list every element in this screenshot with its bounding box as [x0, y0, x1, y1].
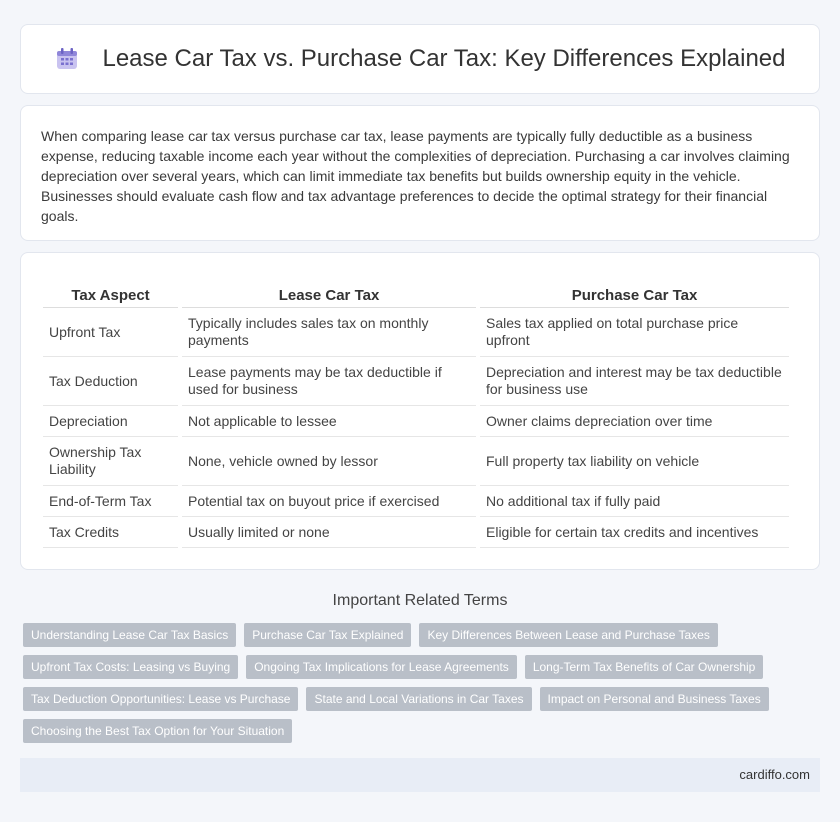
table-cell: Full property tax liability on vehicle	[480, 437, 789, 486]
related-term-tag[interactable]: Purchase Car Tax Explained	[244, 623, 411, 647]
table-cell: Owner claims depreciation over time	[480, 406, 789, 437]
related-term-tag[interactable]: Tax Deduction Opportunities: Lease vs Purchase	[23, 687, 298, 711]
table-cell: End-of-Term Tax	[43, 486, 178, 517]
related-term-tag[interactable]: State and Local Variations in Car Taxes	[306, 687, 531, 711]
summary-card	[20, 105, 820, 241]
comparison-table-card	[20, 252, 820, 570]
table-cell: Sales tax applied on total purchase price upfront	[480, 308, 789, 357]
table-cell: None, vehicle owned by lessor	[182, 437, 476, 486]
related-term-tag[interactable]: Impact on Personal and Business Taxes	[540, 687, 769, 711]
title-wrap	[54, 45, 785, 73]
table-row	[43, 357, 789, 406]
column-header: Tax Aspect	[43, 283, 178, 308]
table-row	[43, 437, 789, 486]
table-cell: Depreciation and interest may be tax deductible for business use	[480, 357, 789, 406]
table-cell: Lease payments may be tax deductible if used for business	[182, 357, 476, 406]
related-term-tag[interactable]: Long-Term Tax Benefits of Car Ownership	[525, 655, 764, 679]
table-cell: No additional tax if fully paid	[480, 486, 789, 517]
column-header: Purchase Car Tax	[480, 283, 789, 308]
table-cell: Ownership Tax Liability	[43, 437, 178, 486]
related-terms-list	[23, 623, 803, 751]
table-row	[43, 486, 789, 517]
column-header: Lease Car Tax	[182, 283, 476, 308]
related-term-tag[interactable]: Key Differences Between Lease and Purchase Taxes	[419, 623, 717, 647]
comparison-table	[39, 283, 793, 548]
header-card	[20, 24, 820, 94]
table-row	[43, 308, 789, 357]
table-row	[43, 517, 789, 548]
table-cell: Potential tax on buyout price if exercised	[182, 486, 476, 517]
table-header-row	[43, 283, 789, 308]
table-cell: Depreciation	[43, 406, 178, 437]
page-title: Lease Car Tax vs. Purchase Car Tax: Key Differences Explained	[102, 45, 786, 72]
footer-site-link[interactable]: cardiffo.com	[739, 767, 810, 782]
table-cell: Eligible for certain tax credits and incentives	[480, 517, 789, 548]
calendar-icon	[54, 46, 80, 72]
table-cell: Tax Deduction	[43, 357, 178, 406]
summary-text: When comparing lease car tax versus purchase car tax, lease payments are typically fully deductible as a business expense, reducing taxable income each year without the complexities of depreciation. Purchasing a car involves claiming depreciation over several years, which can limit immediate tax benefits but builds ownership equity in the vehicle. Businesses should evaluate cash flow and tax advantage preferences to decide the optimal strategy for their financial goals.	[41, 128, 790, 224]
table-cell: Tax Credits	[43, 517, 178, 548]
table-cell: Usually limited or none	[182, 517, 476, 548]
table-row	[43, 406, 789, 437]
related-term-tag[interactable]: Understanding Lease Car Tax Basics	[23, 623, 236, 647]
related-term-tag[interactable]: Choosing the Best Tax Option for Your Situation	[23, 719, 292, 743]
related-term-tag[interactable]: Ongoing Tax Implications for Lease Agreements	[246, 655, 517, 679]
related-terms-title: Important Related Terms	[332, 592, 508, 609]
related-term-tag[interactable]: Upfront Tax Costs: Leasing vs Buying	[23, 655, 238, 679]
table-cell: Upfront Tax	[43, 308, 178, 357]
table-cell: Typically includes sales tax on monthly payments	[182, 308, 476, 357]
footer	[20, 758, 820, 792]
table-cell: Not applicable to lessee	[182, 406, 476, 437]
